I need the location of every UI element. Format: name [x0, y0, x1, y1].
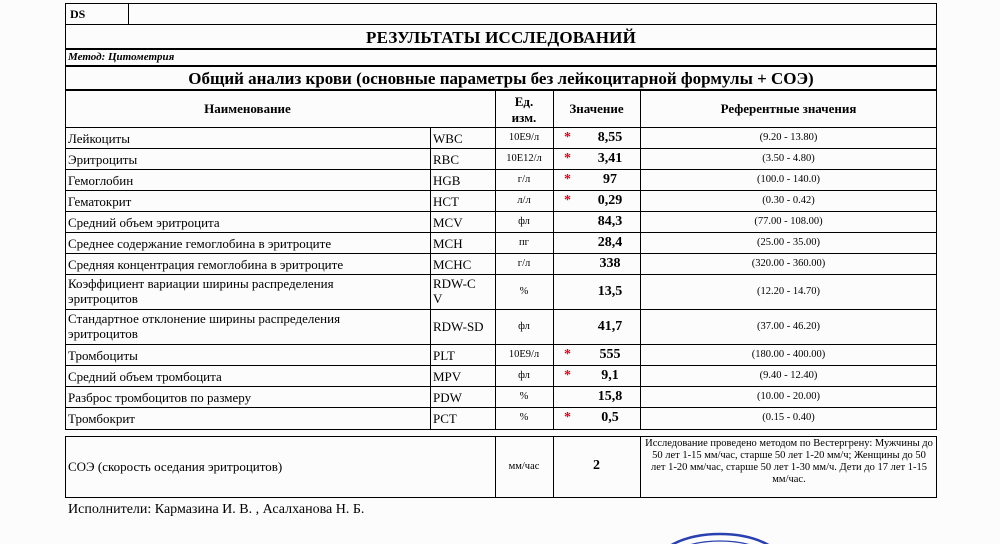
flag-rbc: *	[564, 151, 571, 166]
row-unit-pct: %	[519, 412, 529, 423]
row-name-mch: Среднее содержание гемоглобина в эритроците	[68, 236, 332, 251]
row-unit-mcv: фл	[518, 216, 530, 227]
col-header-unit-2: изм.	[511, 110, 537, 125]
row-code-plt: PLT	[433, 348, 455, 363]
row-ref-rbc: (3.50 - 4.80)	[762, 153, 815, 164]
flag-hgb: *	[564, 172, 571, 187]
flag-mpv: *	[564, 368, 571, 383]
row-name-rdw-sd-line1: Стандартное отклонение ширины распределения	[68, 311, 341, 326]
row-value-rdw-sd: 41,7	[597, 319, 623, 334]
row-ref-rdw-cv: (12.20 - 14.70)	[757, 286, 820, 297]
col-header-value: Значение	[569, 101, 624, 116]
row-unit-mchc: г/л	[517, 258, 531, 269]
row-value-rdw-cv: 13,5	[597, 284, 623, 299]
row-unit-wbc: 10E9/л	[508, 132, 540, 143]
flag-hct: *	[564, 193, 571, 208]
row-value-hct: 0,29	[597, 193, 623, 208]
row-code-rdw-cv-line1: RDW-C	[433, 276, 476, 291]
col-header-name: Наименование	[204, 101, 291, 116]
row-name-rdw-cv-line2: эритроцитов	[68, 291, 138, 306]
method-frame	[65, 49, 937, 66]
row-name-rdw-cv-line1: Коэффициент вариации ширины распределения	[68, 276, 334, 291]
row-value-mcv: 84,3	[597, 214, 623, 229]
esr-unit: мм/час	[508, 461, 540, 472]
row-name-hgb: Гемоглобин	[68, 173, 134, 188]
row-name-mchc: Средняя концентрация гемоглобина в эритроците	[68, 257, 344, 272]
row-unit-rdw-sd: фл	[518, 321, 530, 332]
flag-wbc: *	[564, 130, 571, 145]
row-value-rbc: 3,41	[597, 151, 623, 166]
row-ref-mcv: (77.00 - 108.00)	[754, 216, 823, 227]
flag-plt: *	[564, 347, 571, 362]
row-ref-wbc: (9.20 - 13.80)	[759, 132, 818, 143]
row-unit-plt: 10E9/л	[508, 349, 540, 360]
row-ref-plt: (180.00 - 400.00)	[751, 349, 826, 360]
row-code-mch: MCH	[433, 236, 463, 251]
row-name-hct: Гематокрит	[68, 194, 132, 209]
row-ref-mpv: (9.40 - 12.40)	[759, 370, 818, 381]
row-ref-rdw-sd: (37.00 - 46.20)	[757, 321, 820, 332]
row-value-mch: 28,4	[597, 235, 623, 250]
row-value-pdw: 15,8	[597, 389, 623, 404]
row-unit-hgb: г/л	[517, 174, 531, 185]
row-ref-pct: (0.15 - 0.40)	[762, 412, 815, 423]
row-name-mcv: Средний объем эритроцита	[68, 215, 220, 230]
row-name-rbc: Эритроциты	[68, 152, 138, 167]
row-code-pct: PCT	[433, 411, 457, 426]
row-name-pdw: Разброс тромбоцитов по размеру	[68, 390, 252, 405]
row-ref-hgb: (100.0 - 140.0)	[757, 174, 820, 185]
row-code-wbc: WBC	[433, 131, 463, 146]
row-code-rbc: RBC	[433, 152, 460, 167]
esr-name: СОЭ (скорость оседания эритроцитов)	[68, 459, 283, 474]
row-ref-mch: (25.00 - 35.00)	[757, 237, 820, 248]
row-name-wbc: Лейкоциты	[68, 131, 130, 146]
method-label: Метод: Цитометрия	[68, 51, 175, 63]
row-ref-hct: (0.30 - 0.42)	[762, 195, 815, 206]
esr-method-note: Исследование проведено методом по Вестергрену: Мужчины до 50 лет 1-15 мм/час, старше 50 лет 1-20 мм/ч; Женщины до 50 лет 1-20 мм/час, старше 50 лет 1-30 мм/ч. Дети до 17 лет 1-15 мм/час.	[645, 438, 933, 485]
performers: Исполнители: Кармазина И. В. , Асалханова Н. Б.	[68, 502, 365, 517]
row-unit-mpv: фл	[518, 370, 530, 381]
row-name-pct: Тромбокрит	[68, 411, 135, 426]
row-unit-mch: пг	[519, 237, 529, 248]
row-code-hct: HCT	[433, 194, 459, 209]
row-name-mpv: Средний объем тромбоцита	[68, 369, 222, 384]
stamp-image	[640, 510, 790, 544]
row-code-rdw-sd: RDW-SD	[433, 319, 484, 334]
row-value-plt: 555	[599, 347, 621, 362]
report-title: РЕЗУЛЬТАТЫ ИССЛЕДОВАНИЙ	[366, 28, 636, 47]
row-unit-hct: л/л	[517, 195, 531, 206]
analysis-title: Общий анализ крови (основные параметры без лейкоцитарной формулы + СОЭ)	[188, 69, 814, 88]
row-code-mpv: MPV	[433, 369, 462, 384]
row-unit-rdw-cv: %	[519, 286, 529, 297]
row-value-mpv: 9,1	[601, 368, 619, 383]
row-value-mchc: 338	[599, 256, 621, 271]
row-code-rdw-cv-line2: V	[433, 291, 443, 306]
row-name-plt: Тромбоциты	[68, 348, 138, 363]
row-code-pdw: PDW	[433, 390, 462, 405]
flag-pct: *	[564, 410, 571, 425]
row-value-pct: 0,5	[601, 410, 619, 425]
row-code-mchc: MCHC	[433, 257, 472, 272]
row-name-rdw-sd-line2: эритроцитов	[68, 326, 138, 341]
esr-value: 2	[593, 458, 600, 473]
row-value-hgb: 97	[603, 172, 617, 187]
row-unit-rbc: 10E12/л	[506, 153, 542, 164]
row-value-wbc: 8,55	[597, 130, 623, 145]
col-header-reference: Референтные значения	[720, 101, 857, 116]
row-ref-mchc: (320.00 - 360.00)	[751, 258, 826, 269]
row-code-mcv: MCV	[433, 215, 463, 230]
col-header-unit-1: Ед.	[514, 94, 534, 109]
report-code: DS	[70, 7, 86, 21]
row-unit-pdw: %	[519, 391, 529, 402]
row-code-hgb: HGB	[433, 173, 461, 188]
row-ref-pdw: (10.00 - 20.00)	[757, 391, 820, 402]
